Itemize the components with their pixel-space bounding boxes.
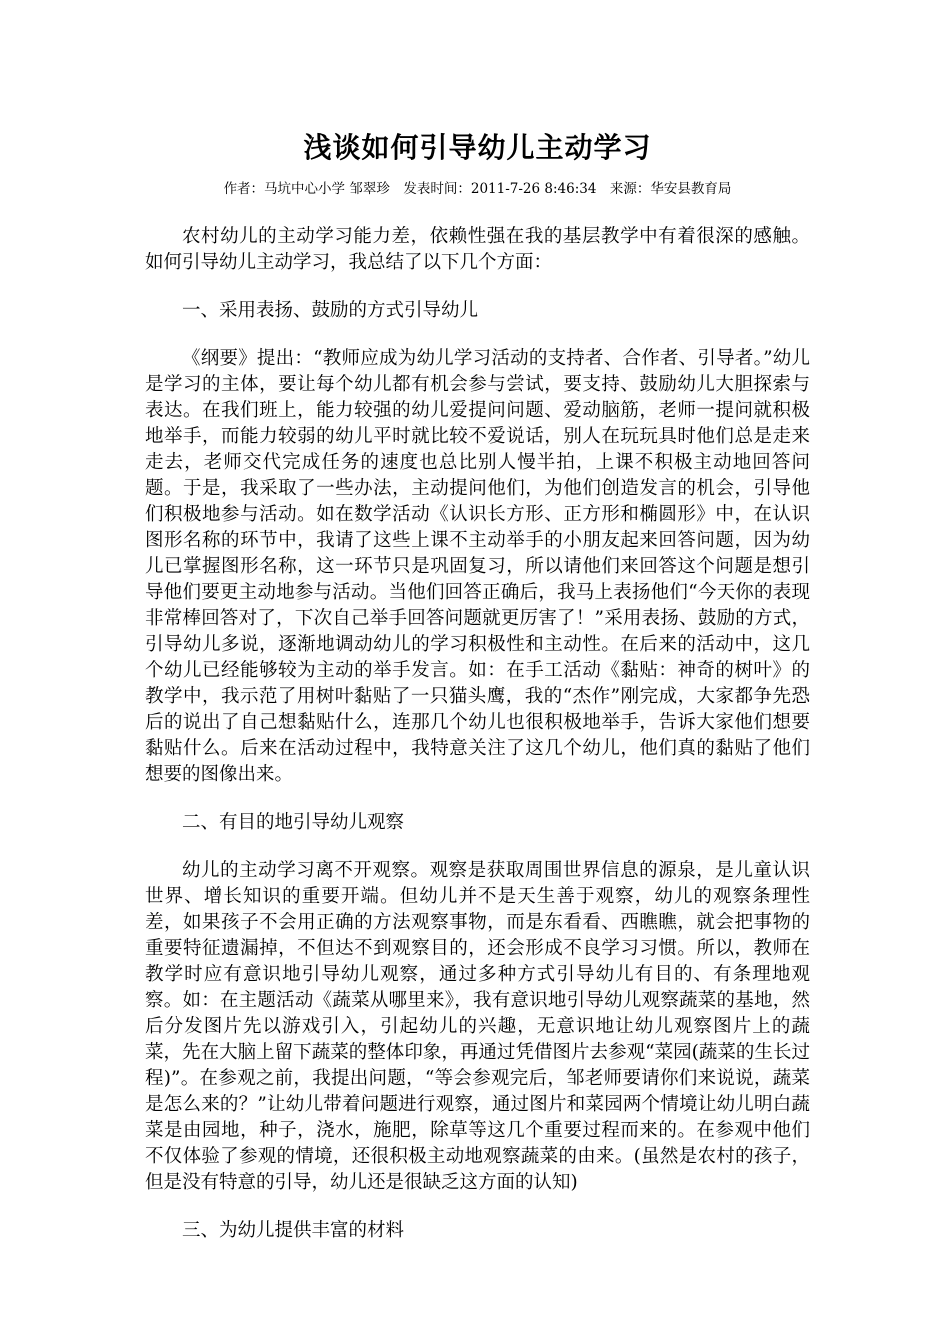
section-body-2: 幼儿的主动学习离不开观察。观察是获取周围世界信息的源泉，是儿童认识世界、增长知识的重要开端。但幼儿并不是天生善于观察，幼儿的观察条理性差，如果孩子不会用正确的方法观察事物，而是东看看、西瞧瞧，就会把事物的重要特征遗漏掉，不但达不到观察目的，还会形成不良学习习惯。所以，教师在教学时应有意识地引导幼儿观察，通过多种方式引导幼儿有目的、有条理地观察。如：在主题活动《蔬菜从哪里来》，我有意识地引导幼儿观察蔬菜的基地，然后分发图片先以游戏引入，引起幼儿的兴趣，无意识地让幼儿观察图片上的蔬菜，先在大脑上留下蔬菜的整体印象，再通过凭借图片去参观“菜园(蔬菜的生长过程)”。在参观之前，我提出问题，“等会参观完后，邹老师要请你们来说说，蔬菜是怎么来的？”让幼儿带着问题进行观察，通过图片和菜园两个情境让幼儿明白蔬菜是由园地，种子，浇水，施肥，除草等这几个重要过程而来的。在参观中他们不仅体验了参观的情境，还很积极主动地观察蔬菜的由来。(虽然是农村的孩子，但是没有特意的引导，幼儿还是很缺乏这方面的认知)	[145, 860, 810, 1193]
section-body-1: 《纲要》提出：“教师应成为幼儿学习活动的支持者、合作者、引导者。”幼儿是学习的主体，要让每个幼儿都有机会参与尝试，要支持、鼓励幼儿大胆探索与表达。在我们班上，能力较强的幼儿爱提问问题、爱动脑筋，老师一提问就积极地举手，而能力较弱的幼儿平时就比较不爱说话，别人在玩玩具时他们总是走来走去，老师交代完成任务的速度也总比别人慢半拍，上课不积极主动地回答问题。于是，我采取了一些办法，主动提问他们，为他们创造发言的机会，引导他们积极地参与活动。如在数学活动《认识长方形、正方形和椭圆形》中，在认识图形名称的环节中，我请了这些上课不主动举手的小朋友起来回答问题，因为幼儿已掌握图形名称，这一环节只是巩固复习，所以请他们来回答这个问题是想引导他们要更主动地参与活动。当他们回答正确后，我马上表扬他们“今天你的表现非常棒回答对了，下次自己举手回答问题就更厉害了！”采用表扬、鼓励的方式，引导幼儿多说，逐渐地调动幼儿的学习积极性和主动性。在后来的活动中，这几个幼儿已经能够较为主动的举手发言。如：在手工活动《黏贴：神奇的树叶》的教学中，我示范了用树叶黏贴了一只猫头鹰，我的“杰作”刚完成，大家都争先恐后的说出了自己想黏贴什么，连那几个幼儿也很积极地举手，告诉大家他们想要黏贴什么。后来在活动过程中，我特意关注了这几个幼儿，他们真的黏贴了他们想要的图像出来。	[145, 348, 810, 785]
article	[145, 130, 810, 1244]
section-heading-3: 三、为幼儿提供丰富的材料	[182, 1220, 405, 1241]
article-meta: 作者：马坑中心小学 邹翠珍 发表时间：2011-7-26 8:46:34 来源：华安县教育局	[223, 181, 732, 197]
article-title: 浅谈如何引导幼儿主动学习	[303, 131, 652, 164]
section-heading-2: 二、有目的地引导幼儿观察	[182, 812, 405, 833]
section-heading-1: 一、采用表扬、鼓励的方式引导幼儿	[182, 300, 479, 321]
intro-paragraph: 农村幼儿的主动学习能力差，依赖性强在我的基层教学中有着很深的感触。如何引导幼儿主动学习，我总结了以下几个方面：	[145, 226, 810, 273]
